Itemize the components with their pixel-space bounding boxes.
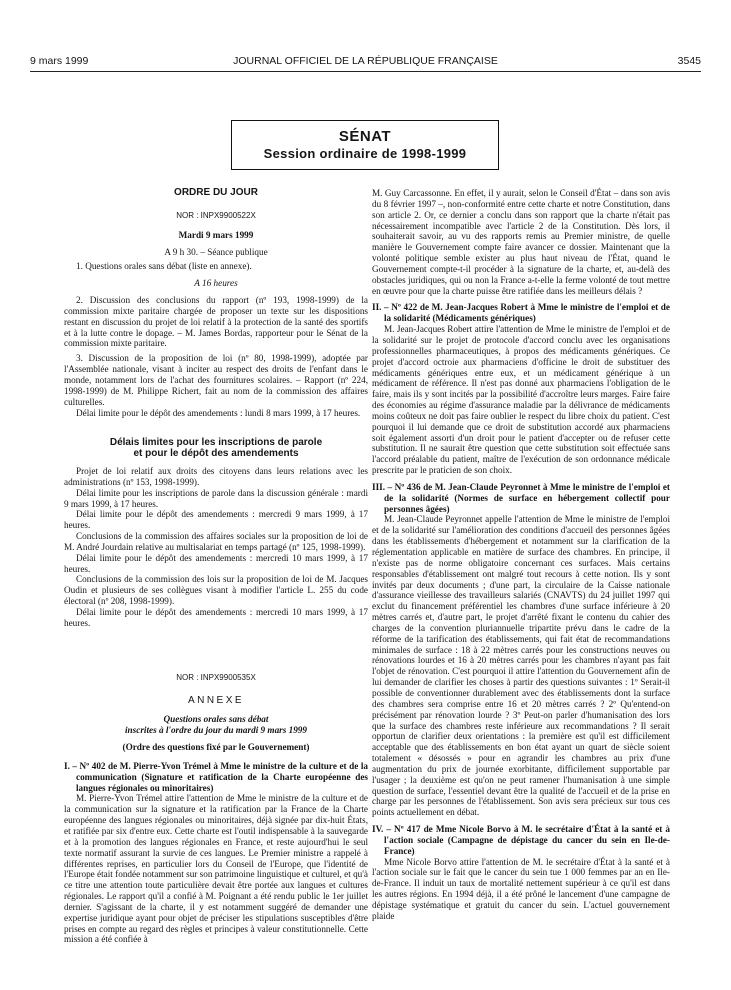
question-2-body: M. Jean-Jacques Robert attire l'attention de Mme le ministre de l'emploi et de la solidarité sur le projet de protocole d'accord conclu avec les organisations professionnelles pharmaceutiques, à propos des médicaments génériques. Ce projet d'accord octroie aux pharmaciens d'officine le droit de substituer des médicaments génériques entre eux, et un médicament générique à un médicament de référence. Il n'est pas donné aux pharmaciens l'obligation de le faire, mais ils y sont incités par la possibilité d'accroître leurs marges. Faire faire des économies au régime d'assurance maladie par la délivrance de médicaments moins coûteux ne doit pas faire oublier le respect du libre choix du patient. C'est pourquoi il lui demande que ce droit de substitution accordé aux pharmaciens soit également assorti d'un droit pour le patient d'accepter ou de refuser cette substitution. Il ne saurait être question que cette substitution soit effectuée sans l'accord préalable du patient, maître de l'exécution de son ordonnance médicale prescrite par le praticien de son choix. xyxy=(372,324,670,476)
subtitle: Session ordinaire de 1998-1999 xyxy=(263,146,467,161)
question-4 xyxy=(372,824,670,922)
agenda-item-3-deadline: Délai limite pour le dépôt des amendements : lundi 8 mars 1999, à 17 heures. xyxy=(76,407,361,418)
annexe-subtitle-2: inscrites à l'ordre du jour du mardi 9 mars 1999 xyxy=(125,725,307,736)
delais-paragraph: Délai limite pour le dépôt des amendements : mercredi 10 mars 1999, à 17 heures. xyxy=(64,552,368,574)
annexe-subtitle-1: Questions orales sans débat xyxy=(163,714,269,725)
delais-paragraph: Projet de loi relatif aux droits des citoyens dans leurs relations avec les administrations (nº 153, 1998-1999). xyxy=(64,466,368,487)
delais-paragraph: Délai limite pour les inscriptions de parole dans la discussion générale : mardi 9 mars 1999, à 17 heures. xyxy=(64,487,368,509)
delais-heading-line-1: Délais limites pour les inscriptions de parole xyxy=(109,437,323,449)
question-1-continuation: M. Guy Carcassonne. En effet, il y aurait, selon le Conseil d'État – dans son avis du 8 février 1997 –, non-conformité entre cette charte et notre Constitution, dans son article 2. Or, ce dernier a conclu dans son rapport que la charte n'était pas nécessairement incompatible avec l'article 2 de la Constitution. Dès lors, il souhaiterait savoir, au vu des rapports remis au Premier ministre, de quelle manière le Gouvernement compte faire avancer ce dossier. Maintenant que la volonté politique semble exister au plus haut niveau de l'État, quand le Gouvernement compte-t-il procéder à la signature de la charte, et, au-delà des obstacles juridiques, qui ou non la France a-t-elle la ferme volonté de tout mettre en œuvre pour que la charte puisse être ratifiée dans les meilleurs délais ? xyxy=(372,188,670,296)
ordre-fixe-note: (Ordre des questions fixé par le Gouvernement) xyxy=(122,742,310,753)
question-1 xyxy=(64,761,368,945)
header-journal-title: JOURNAL OFFICIEL DE LA RÉPUBLIQUE FRANÇAISE xyxy=(233,55,498,67)
question-3-body: M. Jean-Claude Peyronnet appelle l'attention de Mme le ministre de l'emploi et de la solidarité sur l'amélioration des conditions d'accueil des personnes âgées dans les établissements d'hébergement et notamment sur la clarification de la réglementation applicable en matière de surface des chambres. En principe, il n'existe pas de norme obligatoire concernant ces surfaces. Mais certains responsables d'établissement ont malgré tout recours à cette notion. Ils y sont invités par deux documents ; d'une part, la circulaire de la Caisse nationale d'assurance vieillesse des travailleurs salariés (CNAVTS) du 24 juillet 1997 qui exclut du financement préférentiel les chambres d'une surface inférieure à 20 mètres carrés et, d'autre part, le projet d'arrêté fixant le contenu du cahier des charges de la convention pluriannuelle tripartite prévu dans le cadre de la réforme de la tarification des établissements, qui fait état de recommandations minimales de surface : 18 à 22 mètres carrés pour les constructions neuves ou rénovations lourdes et 16 à 20 mètres carrés pour les chambres n'ayant pas fait l'objet de rénovation. C'est pourquoi il attire l'attention du Gouvernement afin de lui demander de clarifier les choses à partir des questions suivantes : 1º Serait-il possible de conventionner durablement avec des établissements dont la surface des chambres sera comprise entre 16 et 20 mètres carrés ? 2º Qu'entend-on précisément par rénovation lourde ? 3º Peut-on parler d'humanisation des lors que la surface des chambres reste inférieure aux recommandations ? Il serait opportun de clarifier deux orientations : la première est qu'il est difficilement acceptable que des établissements en bon état ayant un quart de siècle soient totalement « désossés » pour en agrandir les chambres au prix d'une augmentation du prix de journée exorbitante, difficilement supportable par l'usager ; la deuxième est qu'on ne peut ramener l'humanisation à une simple question de surface, l'essentiel devant être la qualité de l'accueil et de la prise en charge par les personnes de l'établissement. Son avis sera précieux sur tous ces points actuellement en débat. xyxy=(372,514,670,818)
annexe-heading: ANNEXE xyxy=(187,694,245,706)
delais-paragraph: Délai limite pour le dépôt des amendements : mercredi 9 mars 1999, à 17 heures. xyxy=(64,509,368,531)
seance-date: Mardi 9 mars 1999 xyxy=(178,229,254,240)
agenda-item-1: 1. Questions orales sans débat (liste en annexe). xyxy=(76,261,252,272)
question-1-body: M. Pierre-Yvon Trémel attire l'attention de Mme le ministre de la culture et de la communication sur la signature et la ratification par la France de la Charte européenne des langues régionales ou minoritaires, déjà signée par dix-huit États, et ratifiée par six d'entre eux. Cette charte est l'outil indispensable à la sauvegarde et à la promotion des langues régionales en France, et reste aujourd'hui le seul texte normatif assurant la survie de ces langues. Le Premier ministre a rappelé à différentes reprises, en particulier lors du Conseil de l'Europe, que l'identité de l'Europe était fondée notamment sur son patrimoine linguistique et culturel, et qu'à ce titre une attention toute particulière devait être portée aux langues et cultures régionales. Le rapport qu'il a confié à M. Poignant a été rendu public le 1er juillet dernier. S'agissant de la charte, il y est notamment suggéré de demander une expertise juridique ayant pour objet de préciser les stipulations susceptibles d'être prises en compte au regard des règles et principes à valeur constitutionnelle. Cette mission a été confiée à xyxy=(64,793,368,945)
question-2-title: II. – Nº 422 de M. Jean-Jacques Robert à Mme le ministre de l'emploi et de la solidarité (Médicaments génériques) xyxy=(372,302,670,324)
page-header xyxy=(30,55,701,69)
delais-paragraph: Conclusions de la commission des affaires sociales sur la proposition de loi de M. André Jourdain relative au multisalariat en temps partagé (nº 125, 1998-1999). xyxy=(64,531,368,552)
title: SÉNAT xyxy=(338,128,392,145)
delais-paragraph: Délai limite pour le dépôt des amendements : mercredi 10 mars 1999, à 17 heures. xyxy=(64,607,368,628)
delais-paragraph: Conclusions de la commission des lois sur la proposition de loi de M. Jacques Oudin et plusieurs de ses collègues visant à modifier l'article L. 255 du code électoral (nº 208, 1998-1999). xyxy=(64,574,368,607)
header-rule xyxy=(30,71,701,72)
left-column xyxy=(64,188,368,945)
question-4-title: IV. – Nº 417 de Mme Nicole Borvo à M. le secrétaire d'État à la santé et à l'action sociale (Campagne de dépistage du cancer du sein en Ile-de-France) xyxy=(372,824,670,856)
nor-reference: NOR : INPX9900522X xyxy=(176,210,256,220)
header-date: 9 mars 1999 xyxy=(30,55,89,67)
header-page-number: 3545 xyxy=(677,55,701,67)
ordre-du-jour-heading: ORDRE DU JOUR xyxy=(174,187,258,198)
title-box xyxy=(231,120,499,170)
agenda-item-3: 3. Discussion de la proposition de loi (nº 80, 1998-1999), adoptée par l'Assemblée nationale, visant à inciter au respect des droits de l'enfant dans le monde, notamment lors de l'achat des fournitures scolaires. – Rapport (nº 224, 1998-1999) de M. Philippe Richert, fait au nom de la commission des affaires culturelles. xyxy=(64,353,368,407)
delais-heading-line-2: et pour le dépôt des amendements xyxy=(133,448,299,460)
nor-reference: NOR : INPX9900535X xyxy=(176,672,256,682)
question-3 xyxy=(372,482,670,818)
right-column xyxy=(372,188,670,922)
agenda-item-2: 2. Discussion des conclusions du rapport (nº 193, 1998-1999) de la commission mixte paritaire chargée de proposer un texte sur les dispositions restant en discussion du projet de loi relatif à la protection de la santé des sportifs et à la lutte contre le dopage. – M. James Bordas, rapporteur pour le Sénat de la commission mixte paritaire. xyxy=(64,295,368,349)
question-2 xyxy=(372,302,670,476)
seance-time-2: A 16 heures xyxy=(194,278,238,289)
question-1-title: I. – Nº 402 de M. Pierre-Yvon Trémel à Mme le ministre de la culture et de la communication (Signature et ratification de la Charte européenne des langues régionales ou minoritaires) xyxy=(64,760,368,793)
question-3-title: III. – Nº 436 de M. Jean-Claude Peyronnet à Mme le ministre de l'emploi et de la solidarité (Normes de surface en hébergement collectif pour personnes âgées) xyxy=(372,481,670,514)
seance-time-1: A 9 h 30. – Séance publique xyxy=(164,246,268,257)
question-4-body: Mme Nicole Borvo attire l'attention de M. le secrétaire d'État à la santé et à l'action sociale sur le fait que le cancer du sein tue 1 000 femmes par an en Ile-de-France. Il induit un taux de mortalité nettement supérieur à ce qu'il est dans les autres régions. En 1994 déjà, il a été prôné le lancement d'une campagne de dépistage systématique et gratuit du cancer du sein. L'actuel gouvernement plaide xyxy=(372,856,670,921)
